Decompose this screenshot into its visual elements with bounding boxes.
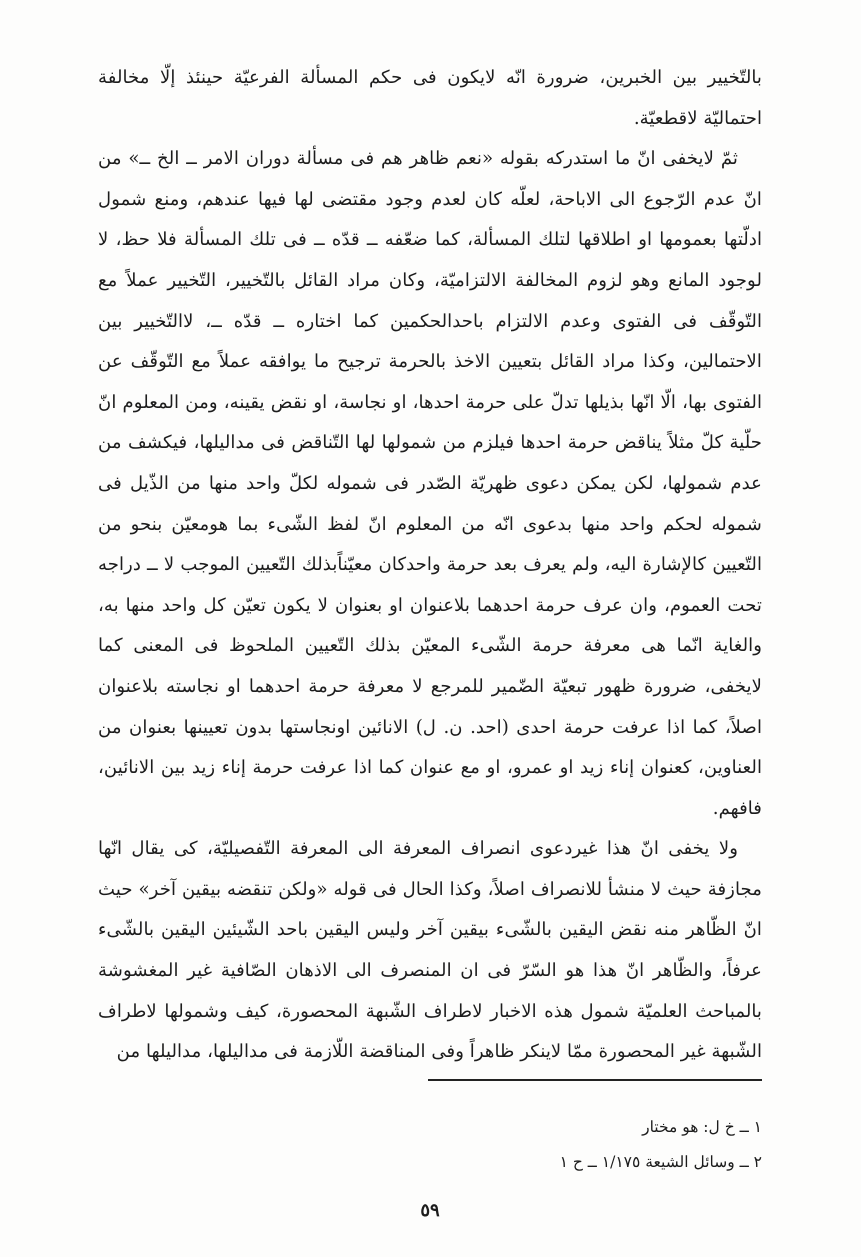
paragraph-3: ولا يخفى انّ هذا غيردعوى انصراف المعرفة الى المعرفة التّفصيليّة، كى يقال انّها مجازفة حيث لا منشأ للانصراف اصلاً، وكذا الحال فى قوله «ولكن تنقضه بيقين آخر» حيث انّ الظّاهر منه نقض اليقين بالشّىء بيقين آخر وليس اليقين باحد الشّيئين اليقين بالشّىء عرفاً، والظّاهر انّ هذا هو السّرّ فى ان المنصرف الى الاذهان الصّافية غير المغشوشة بالمباحث العلميّة شمول هذه الاخبار لاطراف الشّبهة المحصورة، كيف وشمولها لاطراف الشّبهة غير المحصورة ممّا لاينكر ظاهراً وفى المناقضة اللّازمة فى مداليلها، مداليلها من (98, 838, 762, 1063)
footnote-1: ١ ــ خ ل: هو مختار (642, 1118, 762, 1136)
footnotes (420, 1110, 762, 1180)
page-number: ٥٩ (420, 1200, 440, 1221)
footnote-divider (428, 1079, 762, 1081)
paragraph-1: بالتّخيير بين الخبرين، ضرورة انّه لايكون فى حكم المسألة الفرعيّة حينئذ إلّا مخالفة احتماليّة لاقطعيّة. (98, 67, 762, 129)
footnote-2: ٢ ــ وسائل الشيعة ١/١٧٥ ــ ح ١ (559, 1153, 762, 1171)
paragraph-2: ثمّ لايخفى انّ ما استدركه بقوله «نعم ظاهر هم فى مسألة دوران الامر ــ الخ ــ» من انّ عدم الرّجوع الى الاباحة، لعلّه كان لعدم وجود مقتضى لها فيها عندهم، ومنع شمول ادلّتها بعمومها او اطلاقها لتلك المسألة، كما ضعّفه ــ قدّه ــ فى تلك المسألة فلا حظ، لا لوجود المانع وهو لزوم المخالفة الالتزاميّة، وكان مراد القائل بالتّخيير، التّخيير عملاً مع التّوقّف فى الفتوى وعدم الالتزام باحدالحكمين كما اختاره ــ قدّه ــ، لاالتّخيير بين الاحتمالين، وكذا مراد القائل بتعيين الاخذ بالحرمة ترجيح ما يوافقه عملاً مع التّوقّف عن الفتوى بها، الّا انّها بذيلها تدلّ على حرمة احدها، او نجاسة، او نقض يقينه، ومن المعلوم انّ حلّية كلّ مثلاً يناقض حرمة احدها فيلزم من شمولها لها التّناقض فى مداليلها، فيكشف من عدم شمولها، لكن يمكن دعوى ظهريّة الصّدر فى شموله لكلّ واحد منها من الذّيل فى شموله لحكم واحد منها بدعوى انّه من المعلوم انّ لفظ الشّىء بما هومعيّن بنحو من التّعيين كالإشارة اليه، ولم يعرف بعد حرمة واحدكان معيّناًبذلك التّعيين الموجب لا ــ دراجه تحت العموم، وان عرف حرمة احدهما بلاعنوان او بعنوان لا يكون تعيّن كل واحد منها به، والغاية انّما هى معرفة حرمة الشّىء المعيّن بذلك التّعيين الملحوظ فى المعنى كما لايخفى، ضرورة ظهور تبعيّة الضّمير للمرجع لا معرفة حرمة احدهما او نجاسته بلاعنوان اصلاً، كما اذا عرفت حرمة احدى (احد. ن. ل) الانائين اونجاستها بدون تعيينها بعنوان من العناوين، كعنوان إناء زيد او عمرو، او مع عنوان كما اذا عرفت حرمة إناء زيد بين الانائين، فافهم. (98, 148, 762, 819)
body-text (98, 58, 762, 1073)
